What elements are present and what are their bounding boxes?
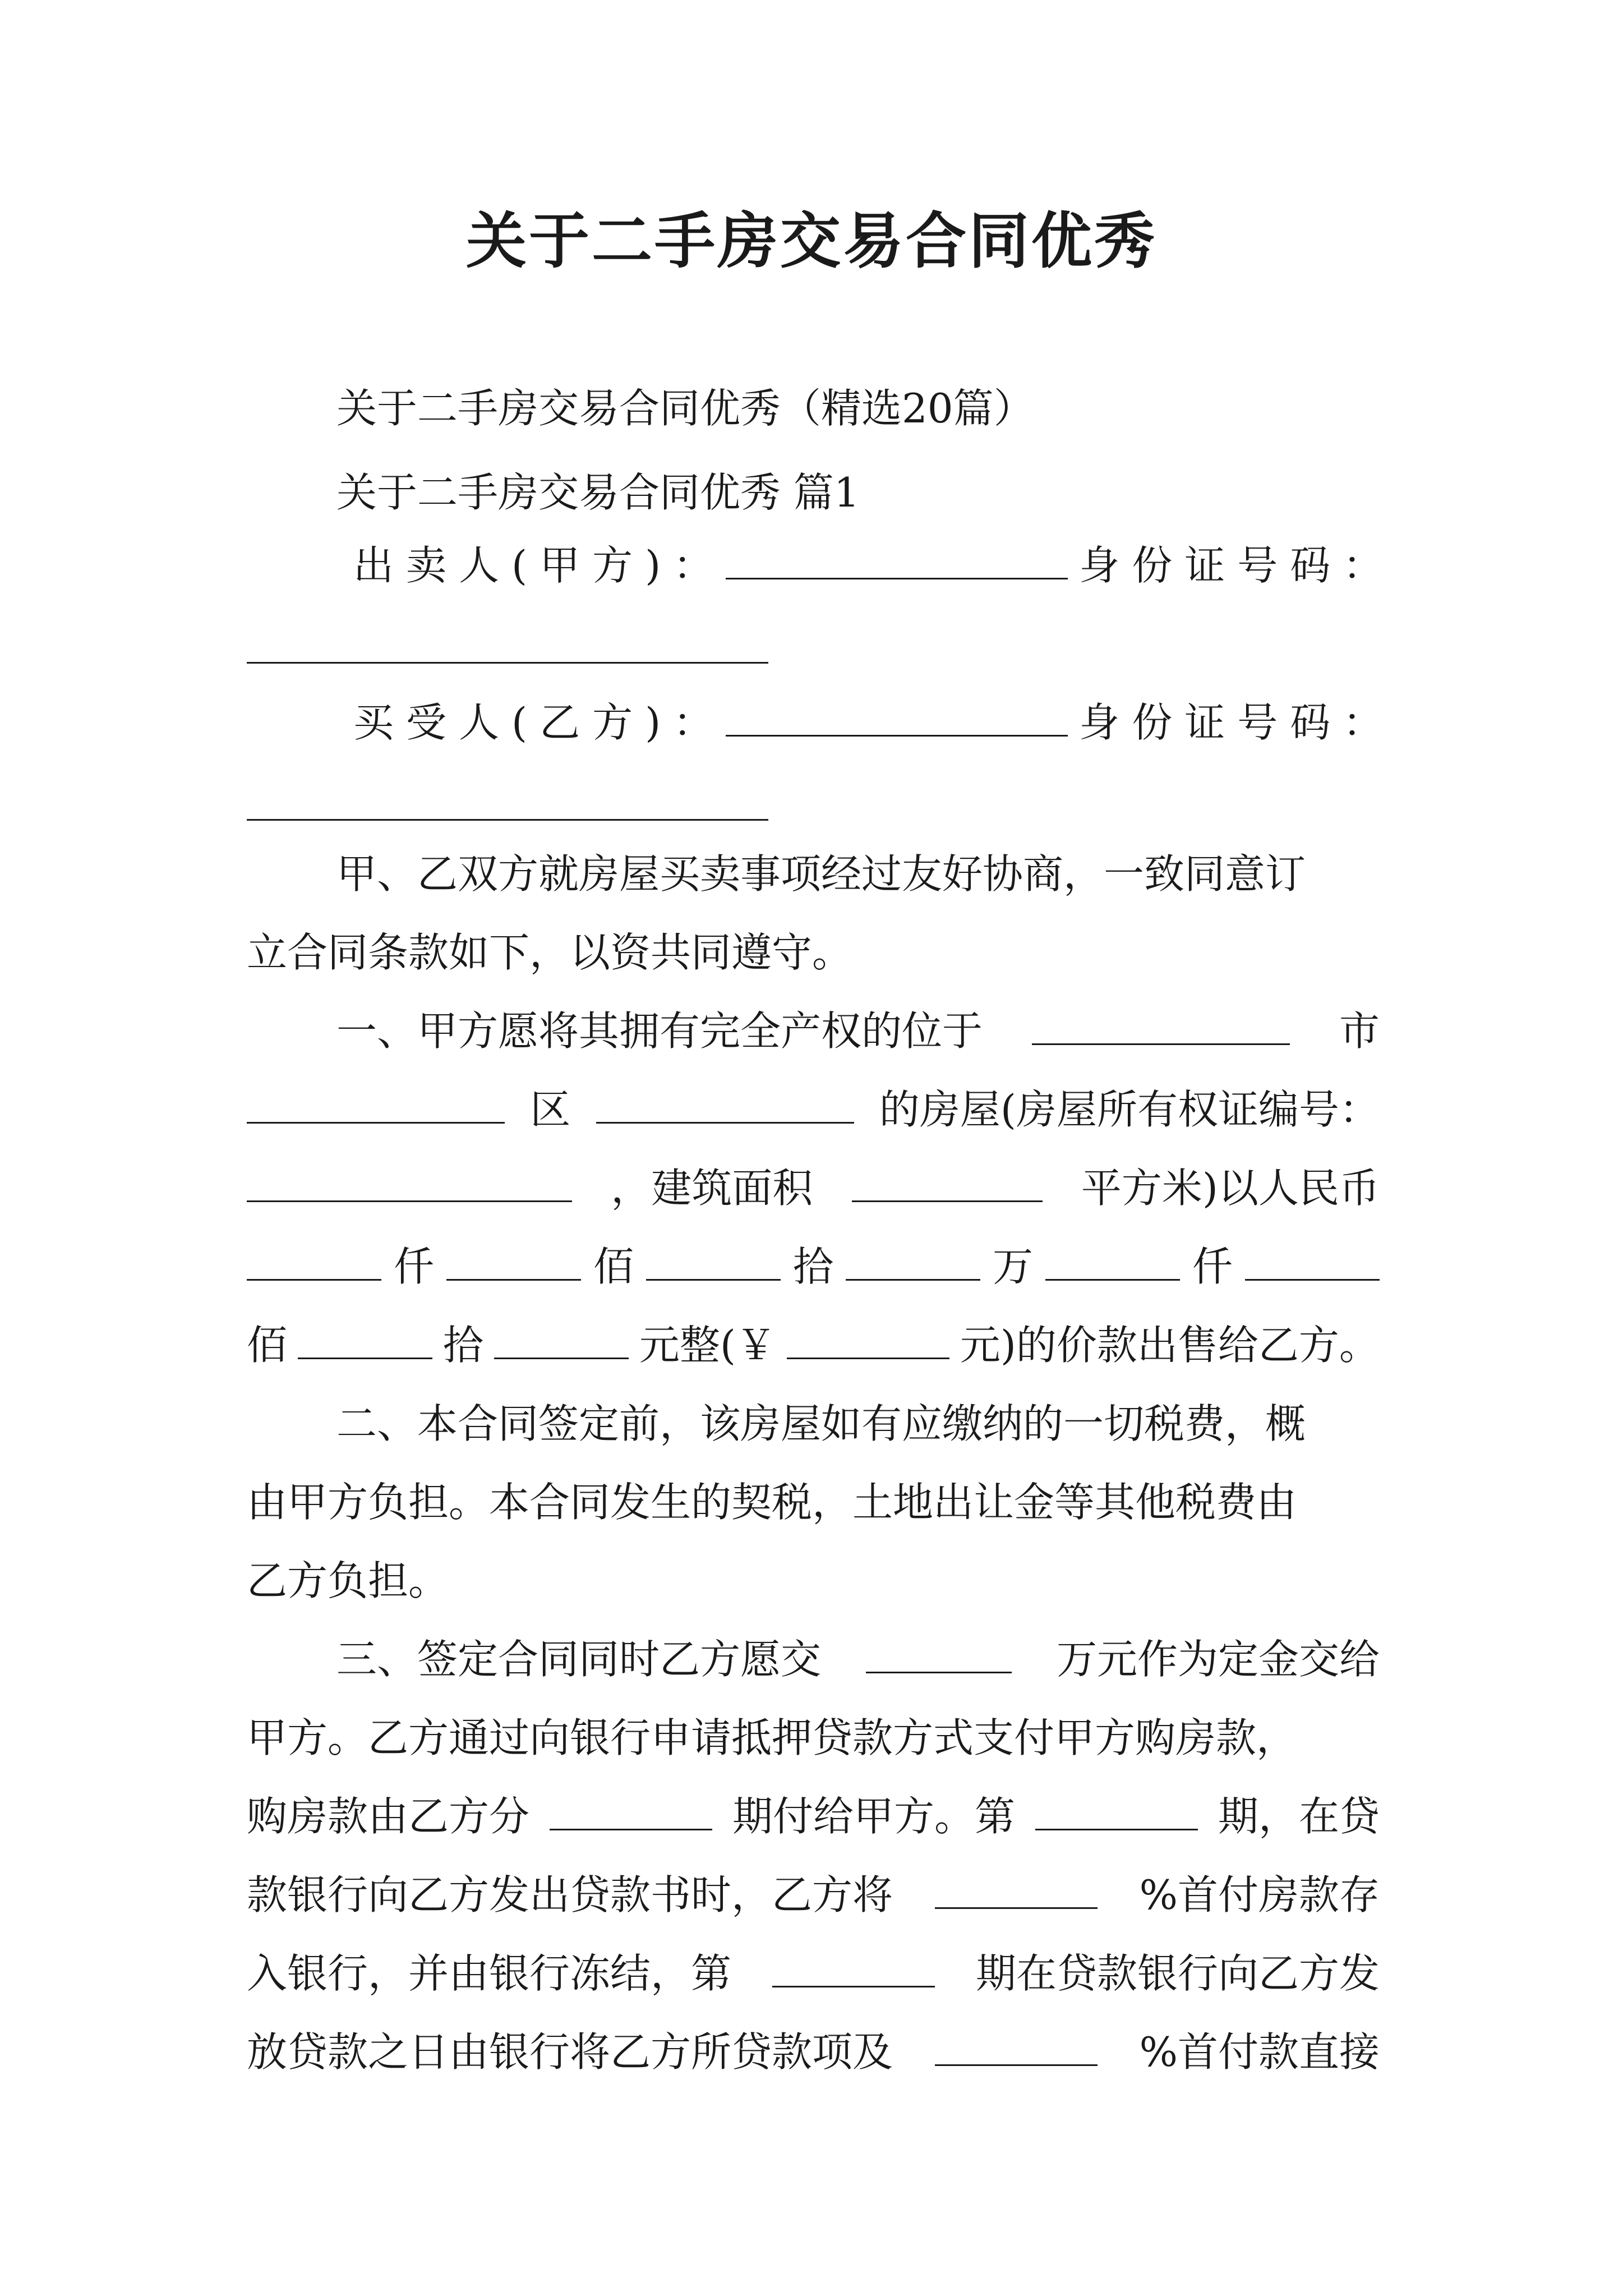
down-payment-percent-blank-2 xyxy=(935,2025,1098,2066)
buyer-line xyxy=(353,696,1396,749)
unit-bai-1: 佰 xyxy=(593,1243,634,1290)
seller-id-blank xyxy=(247,623,768,664)
clause-1-text-b: 的房屋(房屋所有权证编号： xyxy=(879,1086,1380,1133)
amount-blank-7 xyxy=(298,1318,432,1359)
section-heading: 关于二手房交易合同优秀 篇1 xyxy=(336,469,860,516)
clause-1-line-5 xyxy=(247,1318,1380,1372)
buyer-name-blank xyxy=(726,696,1068,737)
clause-3-text-b: 万元作为定金交给 xyxy=(1056,1636,1380,1683)
intro-line-1: 甲、乙双方就房屋买卖事项经过友好协商，一致同意订 xyxy=(336,850,1306,898)
amount-number-blank xyxy=(787,1318,949,1359)
seller-id-label: 身份证号码： xyxy=(1079,542,1396,589)
intro-line-2: 立合同条款如下，以资共同遵守。 xyxy=(247,929,853,976)
unit-shi-2: 拾 xyxy=(442,1322,483,1369)
clause-3-text-c: 购房款由乙方分 xyxy=(247,1793,530,1840)
clause-3-line-4 xyxy=(247,1868,1380,1922)
installments-blank xyxy=(550,1789,712,1830)
clause-2-line-1: 二、本合同签定前，该房屋如有应缴纳的一切税费，概 xyxy=(336,1400,1306,1447)
seller-line xyxy=(353,539,1396,592)
clause-3-line-2: 甲方。乙方通过向银行申请抵押贷款方式支付甲方购房款， xyxy=(247,1714,1297,1761)
unit-qian-2: 仟 xyxy=(1192,1243,1233,1290)
clause-3-text-k: %首付款直接 xyxy=(1139,2028,1380,2076)
clause-1-district-label: 区 xyxy=(530,1086,571,1133)
unit-bai-2: 佰 xyxy=(247,1322,288,1369)
down-payment-percent-blank-1 xyxy=(935,1868,1098,1909)
clause-3-text-h: 入银行，并由银行冻结，第 xyxy=(247,1950,732,1997)
amount-blank-5 xyxy=(1045,1240,1180,1281)
clause-3-text-f: 款银行向乙方发出贷款书时，乙方将 xyxy=(247,1871,893,1918)
phase-blank-2 xyxy=(772,1947,935,1987)
seller-label: 出卖人(甲方)： xyxy=(353,542,726,589)
amount-blank-3 xyxy=(646,1240,781,1281)
clause-1-text-d: 平方米)以人民币 xyxy=(1081,1165,1380,1212)
subtitle: 关于二手房交易合同优秀（精选20篇） xyxy=(336,385,1034,432)
phase-blank-1 xyxy=(1035,1789,1198,1830)
buyer-id-label: 身份证号码： xyxy=(1079,699,1396,746)
clause-1-text-a: 一、甲方愿将其拥有完全产权的位于 xyxy=(336,1007,983,1055)
clause-1-line-1 xyxy=(336,1004,1380,1058)
clause-1-city-label: 市 xyxy=(1339,1007,1380,1055)
clause-3-line-3 xyxy=(247,1789,1380,1843)
buyer-label: 买受人(乙方)： xyxy=(353,699,726,746)
clause-3-text-g: %首付房款存 xyxy=(1139,1871,1380,1918)
clause-1-line-2 xyxy=(247,1083,1380,1137)
clause-3-line-5 xyxy=(247,1947,1380,2000)
clause-3-text-a: 三、签定合同同时乙方愿交 xyxy=(336,1636,822,1683)
document-title: 关于二手房交易合同优秀 xyxy=(465,206,1157,277)
amount-blank-8 xyxy=(494,1318,629,1359)
clause-3-text-j: 放贷款之日由银行将乙方所贷款项及 xyxy=(247,2028,893,2076)
buyer-id-blank xyxy=(247,780,768,821)
seller-name-blank xyxy=(726,539,1068,579)
clause-3-text-d: 期付给甲方。第 xyxy=(732,1793,1015,1840)
clause-2-line-2: 由甲方负担。本合同发生的契税，土地出让金等其他税费由 xyxy=(247,1479,1297,1526)
city-blank xyxy=(1032,1004,1290,1045)
certificate-no-blank xyxy=(247,1161,572,1202)
clause-1-text-c: ，建筑面积 xyxy=(611,1165,813,1212)
amount-blank-1 xyxy=(247,1240,381,1281)
area-blank xyxy=(852,1161,1043,1202)
amount-blank-4 xyxy=(846,1240,980,1281)
amount-blank-2 xyxy=(446,1240,581,1281)
buyer-id-blank-line xyxy=(247,780,1380,819)
clause-2-line-3: 乙方负担。 xyxy=(247,1557,449,1604)
clause-1-text-f: 元)的价款出售给乙方。 xyxy=(960,1322,1380,1369)
clause-3-text-e: 期，在贷 xyxy=(1218,1793,1380,1840)
clause-1-line-3 xyxy=(247,1161,1380,1215)
clause-3-line-1 xyxy=(336,1632,1380,1686)
unit-wan: 万 xyxy=(992,1243,1033,1290)
clause-3-text-i: 期在贷款银行向乙方发 xyxy=(975,1950,1380,1997)
seller-id-blank-line xyxy=(247,623,1380,662)
clause-1-line-4 xyxy=(247,1240,1380,1294)
unit-qian-1: 仟 xyxy=(393,1243,434,1290)
district-prefix-blank xyxy=(247,1083,505,1124)
district-blank xyxy=(596,1083,854,1124)
clause-3-line-6 xyxy=(247,2025,1380,2079)
deposit-blank xyxy=(866,1632,1012,1673)
unit-shi-1: 拾 xyxy=(792,1243,833,1290)
amount-blank-6 xyxy=(1245,1240,1380,1281)
clause-1-text-e: 元整(￥ xyxy=(639,1322,776,1369)
